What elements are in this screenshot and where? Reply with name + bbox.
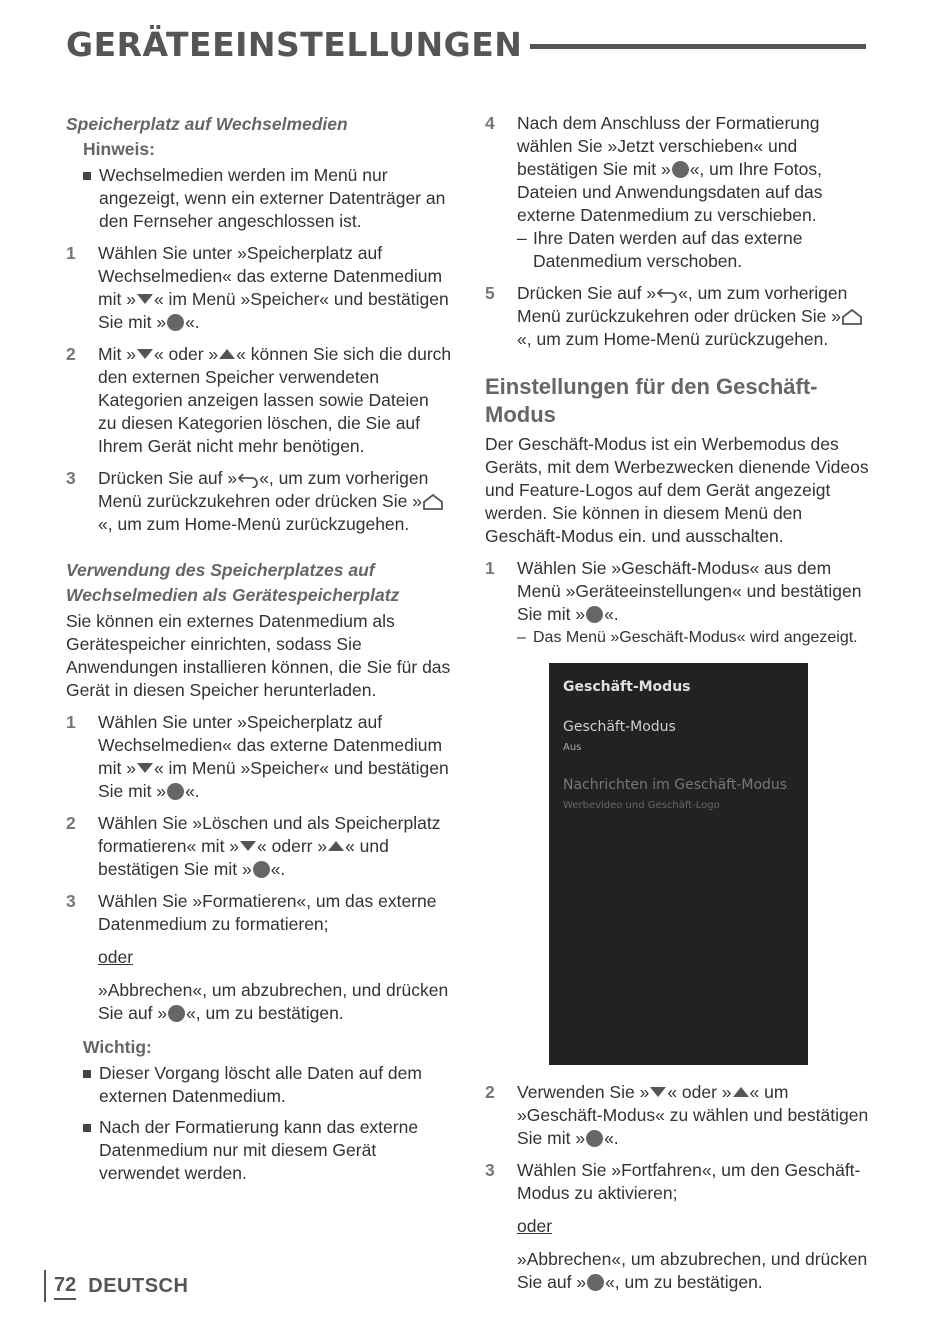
step-item: 2 Wählen Sie »Löschen und als Speicherplatz formatieren« mit » « oderr » « und bestätigen Sie mit » «. (66, 813, 441, 879)
step-item: 4 Nach dem Anschluss der Formatierung wählen Sie »Jetzt verschieben« und bestätigen Sie mit » «, um Ihre Fotos, Dateien und Anwendungsdaten auf das externe Datenmedium zu verschieben. (485, 113, 823, 225)
intro-paragraph: Der Geschäft-Modus ist ein Werbemodus des Geräts, mit dem Werbezwecken dienende Videos und Feature-Logos auf dem Gerät angezeigt werden. Sie können in diesem Menü den Geschäft-Modus ein. und ausschalten. (485, 434, 869, 546)
section-title: Einstellungen für den Geschäft-Modus (485, 374, 818, 427)
ok-button-icon (168, 1005, 185, 1022)
step-item: 3 Wählen Sie »Formatieren«, um das externe Datenmedium zu formatieren; (66, 891, 437, 934)
step-item: 3 Wählen Sie »Fortfahren«, um den Geschäft-Modus zu aktivieren; (485, 1160, 861, 1203)
footer-bar (44, 1270, 46, 1302)
tv-menu-screenshot (549, 663, 808, 1065)
page-number: 72 (54, 1272, 76, 1300)
alternative-label: oder (98, 947, 134, 967)
chevron-up-icon (219, 349, 235, 359)
left-column (66, 112, 452, 1193)
chevron-up-icon (733, 1087, 749, 1097)
right-column (485, 112, 875, 1294)
ok-button-icon (586, 606, 603, 623)
important-heading: Wichtig: (83, 1037, 152, 1057)
step-result: – Ihre Daten werden auf das externe Datenmedium verschoben. (517, 228, 803, 271)
page-footer (44, 1270, 188, 1302)
ok-button-icon (167, 783, 184, 800)
chevron-down-icon (137, 294, 153, 304)
header-rule (530, 44, 866, 49)
step-item: 2 Verwenden Sie » « oder » « um »Geschäft-Modus« zu wählen und bestätigen Sie mit » «. (485, 1082, 869, 1148)
note-heading: Hinweis: (83, 139, 155, 159)
square-bullet-icon (83, 1070, 91, 1078)
square-bullet-icon (83, 172, 91, 180)
menu-item-value: Aus (563, 742, 582, 753)
alternative-label: oder (517, 1216, 553, 1236)
step-result: – Das Menü »Geschäft-Modus« wird angezeigt. (517, 629, 858, 646)
footer-language: DEUTSCH (88, 1274, 189, 1297)
menu-item-value: Werbevideo und Geschäft-Logo (563, 800, 720, 811)
step-item: 2 Mit » « oder » « können Sie sich die durch den externen Speicher verwendeten Kategorien anzeigen lassen sowie Dateien zu diesen Kategorien löschen, die Sie auf Ihrem Gerät nicht mehr benötigen. (66, 344, 452, 456)
menu-item-store-mode[interactable]: Geschäft-Modus (563, 719, 676, 735)
section-subhead: Speicherplatz auf Wechselmedien (66, 114, 348, 134)
chevron-down-icon (650, 1087, 666, 1097)
ok-button-icon (253, 861, 270, 878)
home-icon (841, 309, 863, 325)
chevron-down-icon (137, 763, 153, 773)
alternative-text: »Abbrechen«, um abzubrechen, und drücken Sie auf » «, um zu bestätigen. (98, 980, 449, 1023)
home-icon (422, 494, 444, 510)
page-header (66, 22, 866, 66)
menu-item-store-messages[interactable]: Nachrichten im Geschäft-Modus (563, 777, 788, 793)
back-arrow-icon (237, 472, 259, 488)
step-item: 1 Wählen Sie unter »Speicherplatz auf Wechselmedien« das externe Datenmedium mit » « im Menü »Speicher« und bestätigen Sie mit » «. (66, 243, 449, 332)
ok-button-icon (587, 1274, 604, 1291)
chevron-up-icon (328, 841, 344, 851)
step-item: 1 Wählen Sie unter »Speicherplatz auf Wechselmedien« das externe Datenmedium mit » « im Menü »Speicher« und bestätigen Sie mit » «. (66, 712, 449, 801)
important-bullet: Dieser Vorgang löscht alle Daten auf dem externen Datenmedium. (83, 1062, 452, 1108)
menu-title: Geschäft-Modus (563, 679, 691, 695)
section-subhead: Verwendung des Speicherplatzes auf Wechselmedien als Gerätespeicherplatz (66, 560, 400, 605)
note-bullet: Wechselmedien werden im Menü nur angezeigt, wenn ein externer Datenträger an den Fernseher angeschlossen ist. (83, 164, 452, 233)
page-title: GERÄTEEINSTELLUNGEN (66, 24, 523, 64)
ok-button-icon (672, 161, 689, 178)
ok-button-icon (586, 1130, 603, 1147)
intro-paragraph: Sie können ein externes Datenmedium als Gerätespeicher einrichten, sodass Sie Anwendungen installieren können, die Sie für das Gerät in diesen Speicher herunterladen. (66, 611, 451, 700)
chevron-down-icon (240, 841, 256, 851)
step-item: 5 Drücken Sie auf » «, um zum vorherigen Menü zurückzukehren oder drücken Sie »«, um zum Home-Menü zurückzugehen. (485, 282, 875, 351)
step-item: 1 Wählen Sie »Geschäft-Modus« aus dem Menü »Geräteeinstellungen« und bestätigen Sie mit » «. (485, 558, 862, 624)
step-item: 3 Drücken Sie auf » «, um zum vorherigen Menü zurückzukehren oder drücken Sie »«, um zum Home-Menü zurückzugehen. (66, 467, 452, 536)
square-bullet-icon (83, 1124, 91, 1132)
alternative-text: »Abbrechen«, um abzubrechen, und drücken Sie auf » «, um zu bestätigen. (517, 1249, 868, 1292)
back-arrow-icon (656, 287, 678, 303)
ok-button-icon (167, 314, 184, 331)
chevron-down-icon (137, 349, 153, 359)
important-bullet: Nach der Formatierung kann das externe Datenmedium nur mit diesem Gerät verwendet werden. (83, 1116, 452, 1185)
